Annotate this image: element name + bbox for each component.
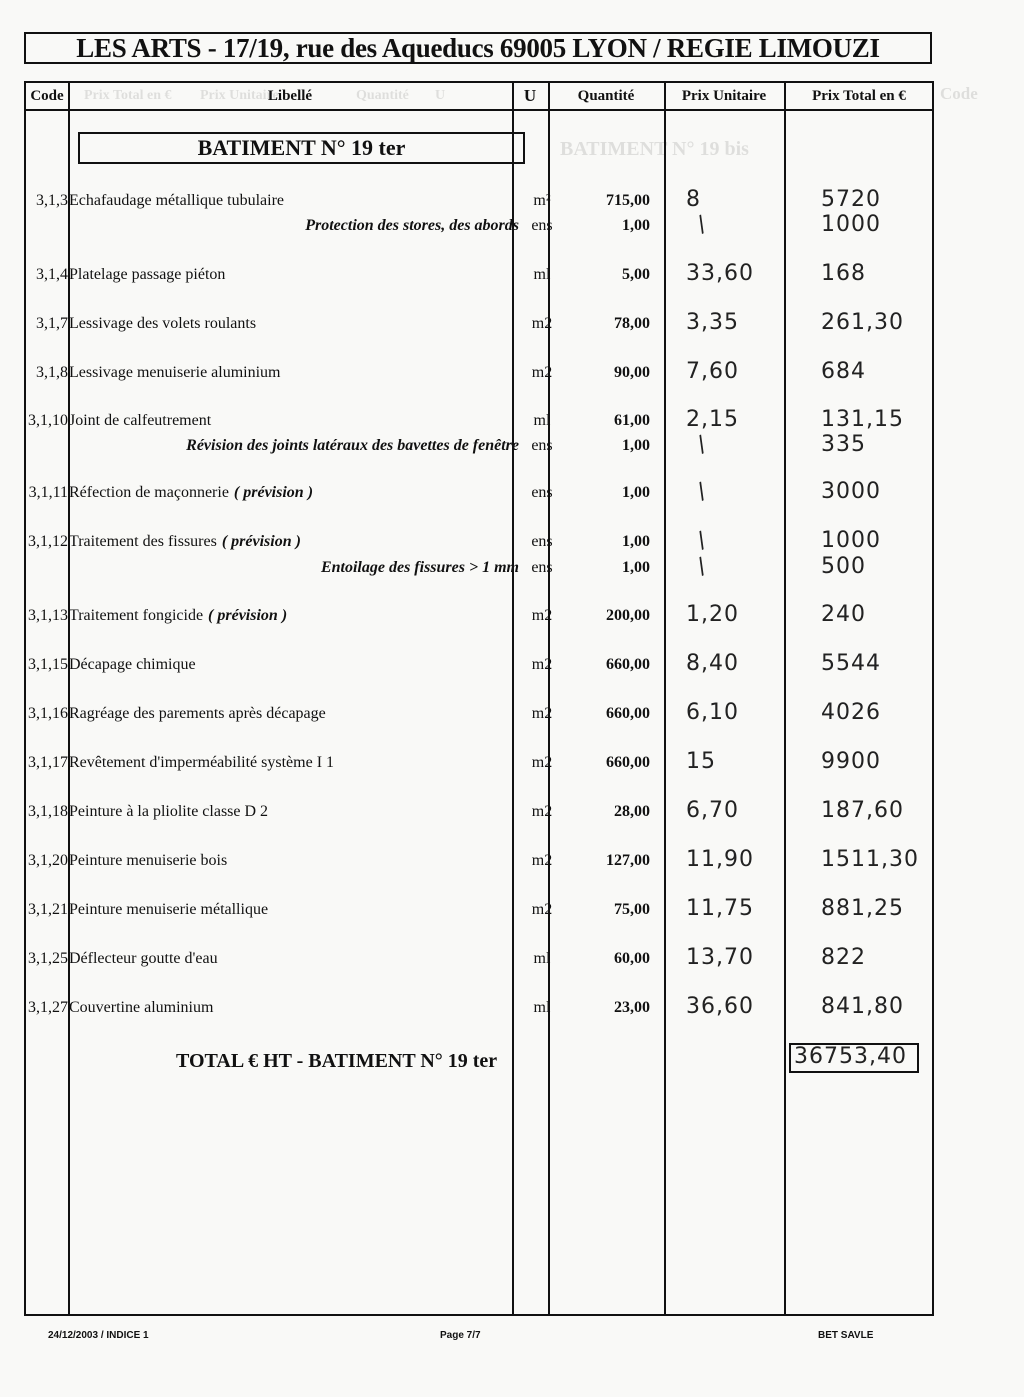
row-libelle-text: Peinture à la pliolite classe D 2 (69, 803, 269, 820)
row-total-price: 822 (821, 945, 866, 970)
row-code: 3,1,13 (28, 607, 68, 624)
row-total-price: 261,30 (821, 310, 904, 335)
row-unit-price: 6,70 (686, 798, 739, 823)
row-unit-price: / (693, 211, 712, 238)
row-quantity: 1,00 (622, 484, 650, 501)
row-quantity: 61,00 (614, 412, 650, 429)
row-unit-price: 1,20 (686, 602, 739, 627)
row-quantity: 1,00 (622, 437, 650, 454)
row-libelle (69, 265, 225, 285)
row-unit: ml (533, 950, 551, 967)
row-unit-price: / (693, 431, 712, 458)
row-libelle-text: Réfection de maçonnerie (69, 484, 229, 501)
row-libelle (69, 655, 196, 675)
row-total-price: 240 (821, 602, 866, 627)
row-total-price: 5720 (821, 187, 881, 212)
row-unit: ml (533, 266, 551, 283)
total-label: TOTAL € HT - BATIMENT N° 19 ter (176, 1050, 498, 1072)
row-total-price: 5544 (821, 651, 881, 676)
row-libelle (69, 851, 227, 871)
row-libelle-text: Couvertine aluminium (69, 999, 214, 1016)
row-code: 3,1,11 (28, 484, 68, 501)
bleed-prix-total: Prix Total en € (84, 88, 172, 103)
row-libelle-text: Décapage chimique (69, 656, 196, 673)
row-libelle (69, 998, 213, 1018)
row-libelle (69, 314, 256, 334)
row-libelle-note: ( prévision ) (233, 484, 314, 501)
row-code: 3,1,8 (36, 364, 68, 381)
row-quantity: 78,00 (614, 315, 650, 332)
row-unit-price: 6,10 (686, 700, 739, 725)
row-libelle (69, 900, 268, 920)
header-libelle: Libellé (267, 87, 313, 104)
row-code: 3,1,15 (28, 656, 68, 673)
row-libelle-text: Echafaudage métallique tubulaire (69, 192, 285, 209)
row-subitem: Entoilage des fissures > 1 mm (320, 559, 519, 576)
row-code: 3,1,7 (36, 315, 68, 332)
row-total-price: 1000 (821, 212, 881, 237)
row-libelle (69, 949, 218, 969)
bleed-prix-unitaire: Prix Unitaire (200, 88, 279, 103)
row-libelle-text: Peinture menuiserie bois (69, 852, 228, 869)
header-prix-unitaire: Prix Unitaire (681, 87, 767, 104)
row-total-price: 9900 (821, 749, 881, 774)
row-unit-price: / (693, 553, 712, 580)
row-unit: m2 (531, 656, 553, 673)
row-code: 3,1,10 (28, 412, 68, 429)
row-libelle-text: Ragréage des parements après décapage (69, 705, 326, 722)
row-unit: m2 (531, 364, 553, 381)
col-divider (784, 83, 786, 1314)
row-libelle-note: ( prévision ) (208, 607, 288, 624)
header-quantite: Quantité (577, 87, 635, 104)
row-code: 3,1,17 (28, 754, 68, 771)
row-libelle-text: Lessivage menuiserie aluminium (69, 364, 281, 381)
row-libelle-text: Revêtement d'imperméabilité système I 1 (69, 754, 335, 771)
row-unit: ml (533, 999, 551, 1016)
row-code: 3,1,27 (28, 999, 68, 1016)
footer-page: Page 7/7 (440, 1330, 481, 1341)
row-libelle-text: Platelage passage piéton (69, 266, 226, 283)
header-unit: U (523, 86, 537, 105)
row-unit: m2 (531, 607, 553, 624)
row-code: 3,1,21 (28, 901, 68, 918)
row-unit: ens (531, 559, 553, 576)
estimate-table (24, 81, 934, 1316)
row-code: 3,1,25 (28, 950, 68, 967)
row-code: 3,1,18 (28, 803, 68, 820)
row-unit-price: 36,60 (686, 994, 754, 1019)
row-unit-price: 15 (686, 749, 716, 774)
row-libelle (69, 753, 334, 773)
col-divider (664, 83, 666, 1314)
row-libelle-text: Traitement des fissures (69, 533, 217, 550)
row-libelle (69, 704, 326, 724)
row-code: 3,1,4 (36, 266, 68, 283)
row-unit: m2 (531, 803, 553, 820)
total-value: 36753,40 (794, 1044, 907, 1069)
row-quantity: 1,00 (622, 217, 650, 234)
row-unit-price: 7,60 (686, 359, 739, 384)
row-libelle (69, 532, 301, 552)
row-total-price: 187,60 (821, 798, 904, 823)
row-unit: ens (531, 533, 553, 550)
row-quantity: 1,00 (622, 533, 650, 550)
bleed-quantite: Quantité (356, 88, 409, 103)
row-subitem: Révision des joints latéraux des bavettes de fenêtre (186, 437, 519, 454)
row-libelle-text: Lessivage des volets roulants (69, 315, 257, 332)
row-unit: m2 (531, 901, 553, 918)
row-libelle-text: Déflecteur goutte d'eau (69, 950, 218, 967)
row-unit: m2 (531, 315, 553, 332)
row-unit-price: 11,75 (686, 896, 754, 921)
row-unit: m2 (531, 705, 553, 722)
row-total-price: 131,15 (821, 407, 904, 432)
row-total-price: 4026 (821, 700, 881, 725)
row-unit-price: / (693, 527, 712, 554)
row-quantity: 90,00 (614, 364, 650, 381)
row-code: 3,1,12 (28, 533, 68, 550)
row-total-price: 500 (821, 554, 866, 579)
row-total-price: 335 (821, 432, 866, 457)
row-libelle-text: Traitement fongicide (69, 607, 204, 624)
section-title: BATIMENT N° 19 ter (78, 132, 525, 164)
row-unit-price: 8 (686, 187, 701, 212)
row-unit-price: 33,60 (686, 261, 754, 286)
row-libelle-text: Joint de calfeutrement (69, 412, 212, 429)
row-unit-price: 3,35 (686, 310, 739, 335)
row-unit-price: / (693, 478, 712, 505)
row-libelle (69, 411, 211, 431)
row-code: 3,1,16 (28, 705, 68, 722)
row-total-price: 1511,30 (821, 847, 919, 872)
row-quantity: 28,00 (614, 803, 650, 820)
row-quantity: 200,00 (606, 607, 650, 624)
row-subitem: Protection des stores, des abords (305, 217, 519, 234)
row-libelle-text: Peinture menuiserie métallique (69, 901, 269, 918)
row-unit: m2 (531, 754, 553, 771)
row-unit-price: 2,15 (686, 407, 739, 432)
row-unit-price: 11,90 (686, 847, 754, 872)
row-code: 3,1,3 (36, 192, 68, 209)
row-libelle (69, 802, 268, 822)
row-total-price: 168 (821, 261, 866, 286)
document-title: LES ARTS - 17/19, rue des Aqueducs 69005 LYON / REGIE LIMOUZI (24, 32, 932, 64)
row-total-price: 881,25 (821, 896, 904, 921)
bleed-unit: U (435, 88, 446, 103)
row-unit: m² (533, 192, 551, 209)
row-quantity: 5,00 (622, 266, 650, 283)
row-quantity: 127,00 (606, 852, 650, 869)
row-libelle (69, 191, 284, 211)
row-unit-price: 13,70 (686, 945, 754, 970)
row-quantity: 60,00 (614, 950, 650, 967)
row-unit: ens (531, 437, 553, 454)
row-libelle (69, 363, 281, 383)
row-libelle-note: ( prévision ) (221, 533, 301, 550)
row-unit: m2 (531, 852, 553, 869)
row-quantity: 1,00 (622, 559, 650, 576)
row-total-price: 684 (821, 359, 866, 384)
row-unit: ml (533, 412, 551, 429)
header-code: Code (30, 87, 64, 104)
bleed-code: Code (940, 84, 978, 103)
footer-date: 24/12/2003 / INDICE 1 (48, 1330, 149, 1341)
header-prix-total: Prix Total en € (812, 87, 906, 104)
row-quantity: 75,00 (614, 901, 650, 918)
row-quantity: 660,00 (606, 705, 650, 722)
header-divider (26, 109, 932, 111)
footer-company: BET SAVLE (818, 1330, 874, 1341)
row-total-price: 3000 (821, 479, 881, 504)
row-total-price: 1000 (821, 528, 881, 553)
row-unit: ens (531, 484, 553, 501)
row-unit: ens (531, 217, 553, 234)
bleed-batiment: BATIMENT N° 19 bis (560, 138, 749, 160)
row-quantity: 23,00 (614, 999, 650, 1016)
row-unit-price: 8,40 (686, 651, 739, 676)
row-libelle (69, 483, 313, 503)
row-libelle (69, 606, 287, 626)
row-code: 3,1,20 (28, 852, 68, 869)
row-quantity: 660,00 (606, 656, 650, 673)
row-total-price: 841,80 (821, 994, 904, 1019)
row-quantity: 715,00 (606, 192, 650, 209)
row-quantity: 660,00 (606, 754, 650, 771)
